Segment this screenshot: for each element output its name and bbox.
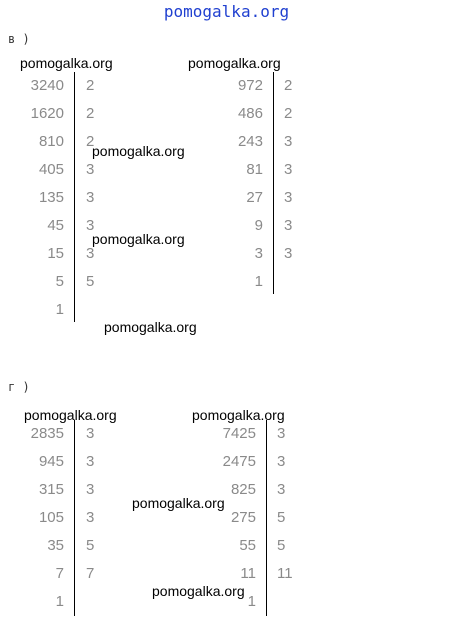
divisor-cell: 3 [86,161,95,178]
watermark: pomogalka.org [192,407,285,423]
number-cell: 7 [55,565,64,582]
site-header: pomogalka.org [163,2,290,21]
number-cell: 9 [254,217,263,234]
divisor-cell: 2 [86,133,95,150]
number-cell: 825 [230,481,256,498]
number-cell: 5 [55,273,64,290]
number-cell: 1620 [30,105,64,122]
number-cell: 27 [246,189,263,206]
number-cell: 243 [237,133,263,150]
divisor-cell: 3 [86,245,95,262]
factor-column-numbers [200,72,263,296]
number-cell: 3 [254,245,263,262]
divisor-cell: 3 [86,481,95,498]
divisor-cell: 3 [277,425,286,442]
divisor-cell: 2 [86,105,95,122]
number-cell: 315 [38,481,64,498]
watermark: pomogalka.org [92,143,185,159]
watermark: pomogalka.org [132,495,225,511]
number-cell: 35 [47,537,64,554]
number-cell: 275 [230,509,256,526]
divisor-cell: 3 [86,509,95,526]
number-cell: 2475 [222,453,256,470]
number-cell: 1 [254,273,263,290]
factor-column-numbers [0,420,64,616]
number-cell: 810 [38,133,64,150]
divisor-cell: 2 [86,77,95,94]
number-cell: 55 [239,537,256,554]
number-cell: 11 [240,565,256,582]
divisor-cell: 3 [86,425,95,442]
divisor-cell: 3 [277,453,286,470]
number-cell: 105 [38,509,64,526]
divisor-cell: 3 [86,453,95,470]
divisor-cell: 2 [284,105,293,122]
watermark: pomogalka.org [24,407,117,423]
divisor-cell: 3 [284,161,293,178]
number-cell: 135 [38,189,64,206]
divisor-cell: 3 [284,245,293,262]
divisor-cell: 3 [284,217,293,234]
watermark: pomogalka.org [188,55,281,71]
watermark: pomogalka.org [92,231,185,247]
factor-column-numbers [0,72,64,324]
divisor-cell: 3 [284,189,293,206]
number-cell: 486 [237,105,263,122]
number-cell: 972 [237,77,263,94]
number-cell: 3240 [30,77,64,94]
number-cell: 945 [38,453,64,470]
number-cell: 405 [38,161,64,178]
divisor-cell: 3 [86,217,95,234]
divisor-cell: 5 [277,537,286,554]
watermark: pomogalka.org [20,55,113,71]
divisor-cell: 2 [284,77,293,94]
divisor-cell: 5 [277,509,286,526]
divisor-cell: 5 [86,273,95,290]
section-label-g: г ) [8,380,30,394]
number-cell: 15 [47,245,64,262]
factor-column-divisors [284,72,324,268]
number-cell: 81 [246,161,263,178]
divisor-cell: 3 [277,481,286,498]
division-line [273,72,274,294]
watermark: pomogalka.org [104,319,197,335]
factor-column-divisors [86,420,126,588]
number-cell: 7425 [222,425,256,442]
number-cell: 45 [47,217,64,234]
division-line [74,72,75,322]
section-label-v: в ) [8,32,30,46]
factor-column-divisors [277,420,317,588]
number-cell: 1 [55,301,64,318]
number-cell: 2835 [30,425,64,442]
number-cell: 1 [55,593,64,610]
watermark: pomogalka.org [152,583,245,599]
factor-column-divisors [86,72,126,296]
number-cell: 1 [247,593,256,610]
divisor-cell: 5 [86,537,95,554]
division-line [74,420,75,616]
divisor-cell: 11 [277,565,293,582]
divisor-cell: 3 [284,133,293,150]
divisor-cell: 3 [86,189,95,206]
divisor-cell: 7 [86,565,95,582]
division-line [266,420,267,616]
